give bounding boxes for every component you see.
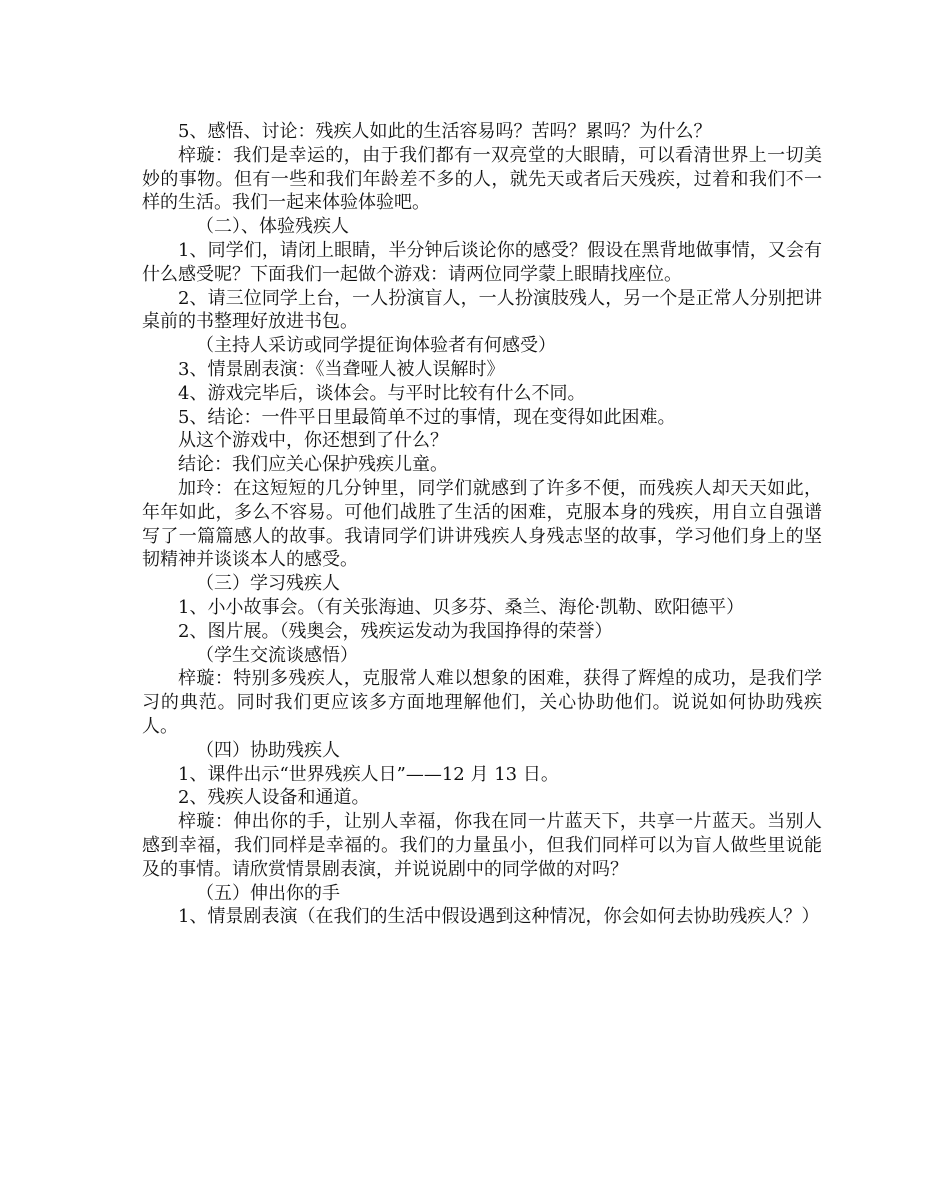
paragraph-student-exchange: （学生交流谈感悟） <box>196 644 358 666</box>
paragraph-jialing: 加玲：在这短短的几分钟里，同学们就感到了许多不便，而残疾人却天天如此，年年如此，多么不容易。可他们战胜了生活的困难，克服本身的残疾，用自立自强谱写了一篇篇感人的故事。我请同学们讲讲残疾人身残志坚的故事，学习他们身上的坚韧精神并谈谈本人的感受。 <box>142 477 822 571</box>
paragraph-courseware: 1、课件出示“世界残疾人日”——12 月 13 日。 <box>178 763 559 785</box>
paragraph-conclusion-1: 5、结论：一件平日里最简单不过的事情，现在变得如此困难。 <box>178 406 676 428</box>
paragraph-facilities: 2、残疾人设备和通道。 <box>178 787 370 809</box>
paragraph-zixuan-intro: 梓璇：我们是幸运的，由于我们都有一双亮堂的大眼睛，可以看清世界上一切美妙的事物。但有一些和我们年龄差不多的人，就先天或者后天残疾，过着和我们不一样的生活。我们一起来体验体验吧。 <box>142 144 822 214</box>
paragraph-conclusion-2: 结论：我们应关心保护残疾儿童。 <box>178 454 448 476</box>
section-heading-learn: （三）学习残疾人 <box>196 573 340 595</box>
paragraph-photo-exhibit: 2、图片展。（残奥会，残疾运发动为我国挣得的荣誉） <box>178 620 613 642</box>
paragraph-what-else: 从这个游戏中，你还想到了什么？ <box>178 430 448 452</box>
paragraph-story-meeting: 1、小小故事会。（有关张海迪、贝多芬、桑兰、海伦·凯勒、欧阳德平） <box>178 596 745 618</box>
paragraph-zixuan-reach-out: 梓璇：伸出你的手，让别人幸福，你我在同一片蓝天下，共享一片蓝天。当别人感到幸福，我们同样是幸福的。我们的力量虽小，但我们同样可以为盲人做些里说能及的事情。请欣赏情景剧表演，并说说剧中的同学做的对吗？ <box>142 811 822 880</box>
paragraph-skit: 3、情景剧表演：《当聋哑人被人误解时》 <box>178 358 505 380</box>
paragraph-host-interview: （主持人采访或同学提征询体验者有何感受） <box>196 335 556 357</box>
paragraph-after-game: 4、游戏完毕后，谈体会。与平时比较有什么不同。 <box>178 382 586 404</box>
section-heading-experience: （二）、体验残疾人 <box>196 216 349 238</box>
paragraph-close-eyes: 1、同学们，请闭上眼睛，半分钟后谈论你的感受？假设在黑背地做事情，又会有什么感受呢？下面我们一起做个游戏：请两位同学蒙上眼睛找座位。 <box>142 239 822 285</box>
section-heading-help: （四）协助残疾人 <box>196 739 340 761</box>
paragraph-final-skit: 1、情景剧表演（在我们的生活中假设遇到这种情况，你会如何去协助残疾人？） <box>178 906 820 928</box>
paragraph-discussion: 5、感悟、讨论：残疾人如此的生活容易吗？苦吗？累吗？为什么？ <box>178 121 712 142</box>
document-page <box>142 120 822 929</box>
paragraph-zixuan-role-model: 梓璇：特别多残疾人，克服常人难以想象的困难，获得了辉煌的成功，是我们学习的典范。同时我们更应该多方面地理解他们，关心协助他们。说说如何协助残疾人。 <box>142 668 822 737</box>
paragraph-three-students: 2、请三位同学上台，一人扮演盲人，一人扮演肢残人，另一个是正常人分别把讲桌前的书整理好放进书包。 <box>142 287 822 333</box>
section-heading-reach-out: （五）伸出你的手 <box>196 882 340 904</box>
